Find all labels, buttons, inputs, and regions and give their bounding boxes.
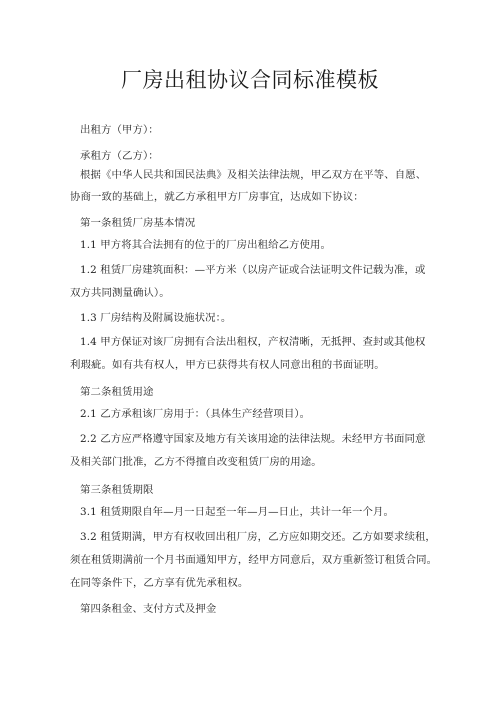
clause-1-2-line-2: 双方共同测量确认）。 (70, 287, 170, 299)
article-1-heading: 第一条租赁厂房基本情况 (80, 217, 196, 229)
clause-1-1: 1.1 甲方将其合法拥有的位于的厂房出租给乙方使用。 (80, 239, 332, 251)
preamble-line-2: 协商一致的基础上，就乙方承租甲方厂房事宜，达成如下协议： (70, 191, 364, 203)
article-3-heading: 第三条租赁期限 (80, 484, 154, 496)
clause-1-3: 1.3 厂房结构及附属设施状况：。 (80, 312, 232, 324)
lessor-label: 出租方（甲方）： (80, 124, 159, 136)
clause-3-1: 3.1 租赁期限自年—月一日起至一年—月—日止，共计一年一个月。 (80, 506, 394, 518)
clause-3-2-line-2: 须在租赁期满前一个月书面通知甲方，经甲方同意后，双方重新签订租赁合同。 (70, 554, 438, 566)
clause-2-2-line-1: 2.2 乙方应严格遵守国家及地方有关该用途的法律法规。未经甲方书面同意 (80, 433, 426, 445)
clause-2-2-line-2: 及相关部门批准，乙方不得擅自改变租赁厂房的用途。 (70, 456, 322, 468)
article-4-heading: 第四条租金、支付方式及押金 (80, 603, 217, 615)
preamble-line-1: 根据《中华人民共和国民法典》及相关法律法规，甲乙双方在平等、自愿、 (80, 169, 427, 181)
clause-2-1: 2.1 乙方承租该厂房用于：（具体生产经营项目）。 (80, 408, 311, 420)
clause-1-2-line-1: 1.2 租赁厂房建筑面积：—平方米（以房产证或合法证明文件记载为准，或 (80, 264, 426, 276)
clause-3-2-line-1: 3.2 租赁期满，甲方有权收回出租厂房，乙方应如期交还。乙方如要求续租， (80, 531, 436, 543)
clause-1-4-line-1: 1.4 甲方保证对该厂房拥有合法出租权，产权清晰，无抵押、查封或其他权 (80, 336, 426, 348)
lessee-label: 承租方（乙方）： (80, 150, 159, 162)
clause-1-4-line-2: 利瑕疵。如有共有权人，甲方已获得共有权人同意出租的书面证明。 (70, 359, 385, 371)
article-2-heading: 第二条租赁用途 (80, 386, 154, 398)
clause-3-2-line-3: 在同等条件下，乙方享有优先承租权。 (70, 577, 249, 589)
document-title: 厂房出租协议合同标准模板 (121, 68, 379, 92)
